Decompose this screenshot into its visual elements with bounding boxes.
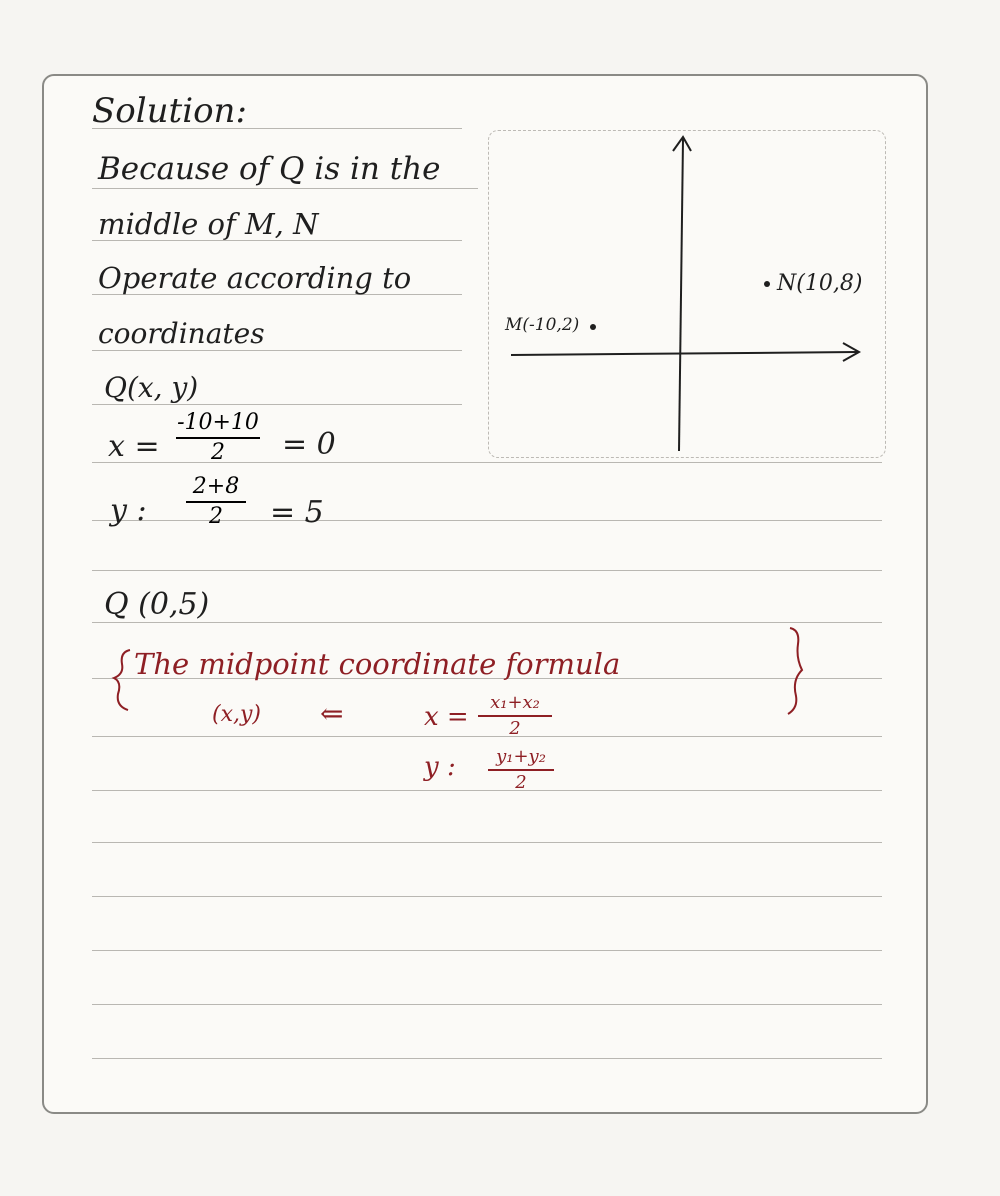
reasoning-line-4: coordinates — [98, 317, 265, 350]
x-calc-result: = 0 — [282, 427, 336, 462]
q-general-point: Q(x, y) — [104, 371, 199, 404]
formula-x-fraction — [478, 694, 552, 738]
formula-x-denominator: 2 — [509, 718, 521, 739]
formula-y-lhs: y : — [424, 752, 456, 782]
formula-y-fraction — [488, 748, 554, 792]
y-calc-numerator: 2+8 — [192, 474, 240, 499]
y-calc-lhs: y : — [110, 493, 147, 528]
q-result: Q (0,5) — [104, 587, 210, 622]
x-calc-lhs: x = — [108, 429, 160, 464]
formula-arrow: ⇐ — [320, 697, 344, 730]
formula-point: (x,y) — [212, 702, 261, 727]
formula-x-numerator: x₁+x₂ — [490, 692, 540, 713]
reasoning-line-2: middle of M, N — [98, 207, 319, 241]
formula-y-denominator: 2 — [515, 772, 527, 793]
y-calc-result: = 5 — [270, 495, 324, 530]
formula-y-numerator: y₁+y₂ — [496, 746, 546, 767]
x-calc-denominator: 2 — [211, 440, 225, 465]
reasoning-line-1: Because of Q is in the — [98, 151, 441, 187]
point-n-label: N(10,8) — [777, 271, 863, 296]
x-calc-numerator: -10+10 — [177, 410, 259, 435]
point-m-label: M(-10,2) — [505, 315, 580, 335]
reasoning-line-3: Operate according to — [98, 261, 412, 295]
solution-heading: Solution: — [92, 91, 247, 131]
formula-x-lhs: x = — [424, 702, 469, 732]
formula-title: The midpoint coordinate formula — [134, 647, 621, 681]
y-calc-denominator: 2 — [209, 504, 223, 529]
